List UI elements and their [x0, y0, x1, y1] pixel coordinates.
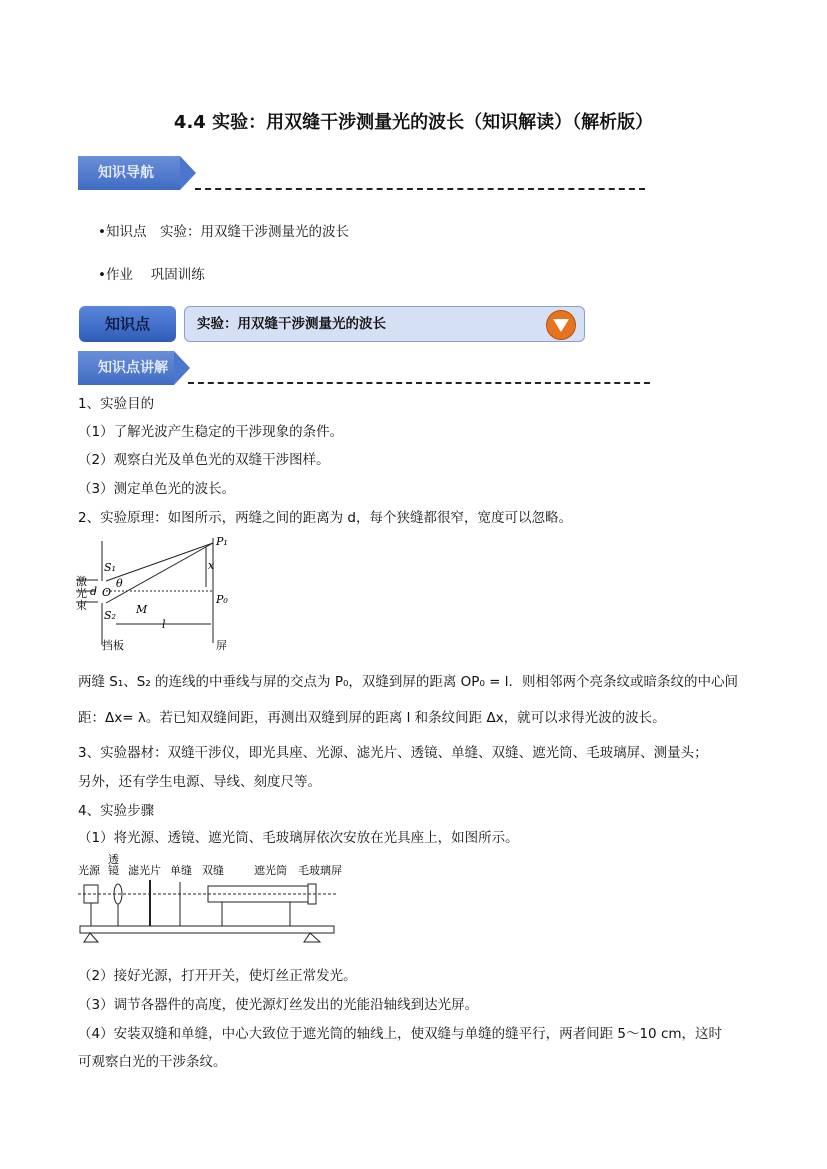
text-line: 距：Δx= λ。若已知双缝间距，再测出双缝到屏的距离 l 和条纹间距 Δx，就可以求得光波的波长。 — [78, 710, 666, 726]
label-laser: 束 — [76, 599, 87, 612]
label-baffle: 挡板 — [102, 639, 124, 652]
label-d: d — [90, 585, 98, 598]
label-p1: P₁ — [216, 535, 228, 548]
label-source: 光源 — [78, 864, 100, 877]
label-laser: 光 — [76, 587, 87, 600]
nav-item[interactable]: •知识点 实验：用双缝干涉测量光的波长 — [98, 224, 349, 240]
explain-banner: 知识点讲解 — [78, 351, 174, 385]
divider — [195, 188, 645, 190]
double-slit-diagram — [76, 533, 236, 653]
text-line: （4）安装双缝和单缝，中心大致位于遮光筒的轴线上，使双缝与单缝的缝平行，两者间距 5～10 cm，这时 — [78, 1026, 723, 1042]
label-s2: S₂ — [104, 609, 116, 622]
text-line: （3）调节各器件的高度，使光源灯丝发出的光能沿轴线到达光屏。 — [78, 997, 479, 1013]
label-lens: 透 — [108, 853, 119, 866]
label-screen: 毛玻璃屏 — [298, 864, 342, 877]
nav-item[interactable]: •作业 巩固训练 — [98, 267, 205, 283]
label-m: M — [136, 603, 148, 616]
nav-banner: 知识导航 — [78, 156, 180, 190]
label-tube: 遮光筒 — [254, 864, 287, 877]
text-line: 4、实验步骤 — [78, 803, 155, 819]
text-line: 另外，还有学生电源、导线、刻度尺等。 — [78, 774, 321, 790]
label-o: O — [102, 586, 112, 599]
apparatus-diagram — [78, 852, 368, 947]
text-line: 2、实验原理：如图所示，两缝之间的距离为 d，每个狭缝都很窄，宽度可以忽略。 — [78, 510, 572, 526]
text-line: 3、实验器材：双缝干涉仪，即光具座、光源、滤光片、透镜、单缝、双缝、遮光筒、毛玻璃屏、测量头； — [78, 745, 708, 761]
text-line: （2）接好光源，打开开关，使灯丝正常发光。 — [78, 968, 357, 984]
label-x: x — [208, 559, 215, 572]
triangle-down-icon[interactable] — [546, 310, 576, 340]
label-lens: 镜 — [108, 864, 119, 877]
label-single-slit: 单缝 — [170, 864, 192, 877]
text-line: 可观察白光的干涉条纹。 — [78, 1054, 227, 1070]
label-theta: θ — [116, 577, 123, 590]
text-line: 两缝 S₁、S₂ 的连线的中垂线与屏的交点为 P₀，双缝到屏的距离 OP₀ = l．则相邻两个亮条纹或暗条纹的中心间 — [78, 674, 739, 690]
page-title: 4.4 实验：用双缝干涉测量光的波长（知识解读）（解析版） — [173, 112, 654, 133]
knowledge-point-title: 实验：用双缝干涉测量光的波长 — [197, 316, 386, 332]
text-line: 1、实验目的 — [78, 396, 155, 412]
label-laser: 激 — [76, 575, 87, 588]
label-p0: P₀ — [216, 593, 228, 606]
text-line: （1）将光源、透镜、遮光筒、毛玻璃屏依次安放在光具座上，如图所示。 — [78, 830, 519, 846]
text-line: （1）了解光波产生稳定的干涉现象的条件。 — [78, 424, 344, 440]
knowledge-point-label: 知识点 — [79, 306, 176, 342]
divider — [188, 382, 650, 384]
label-double-slit: 双缝 — [202, 864, 224, 877]
knowledge-point-bar[interactable] — [184, 306, 585, 342]
label-l: l — [162, 618, 166, 631]
label-filter: 滤光片 — [128, 864, 161, 877]
text-line: （2）观察白光及单色光的双缝干涉图样。 — [78, 452, 330, 468]
text-line: （3）测定单色光的波长。 — [78, 481, 236, 497]
label-s1: S₁ — [104, 561, 116, 574]
label-screen: 屏 — [216, 639, 227, 652]
